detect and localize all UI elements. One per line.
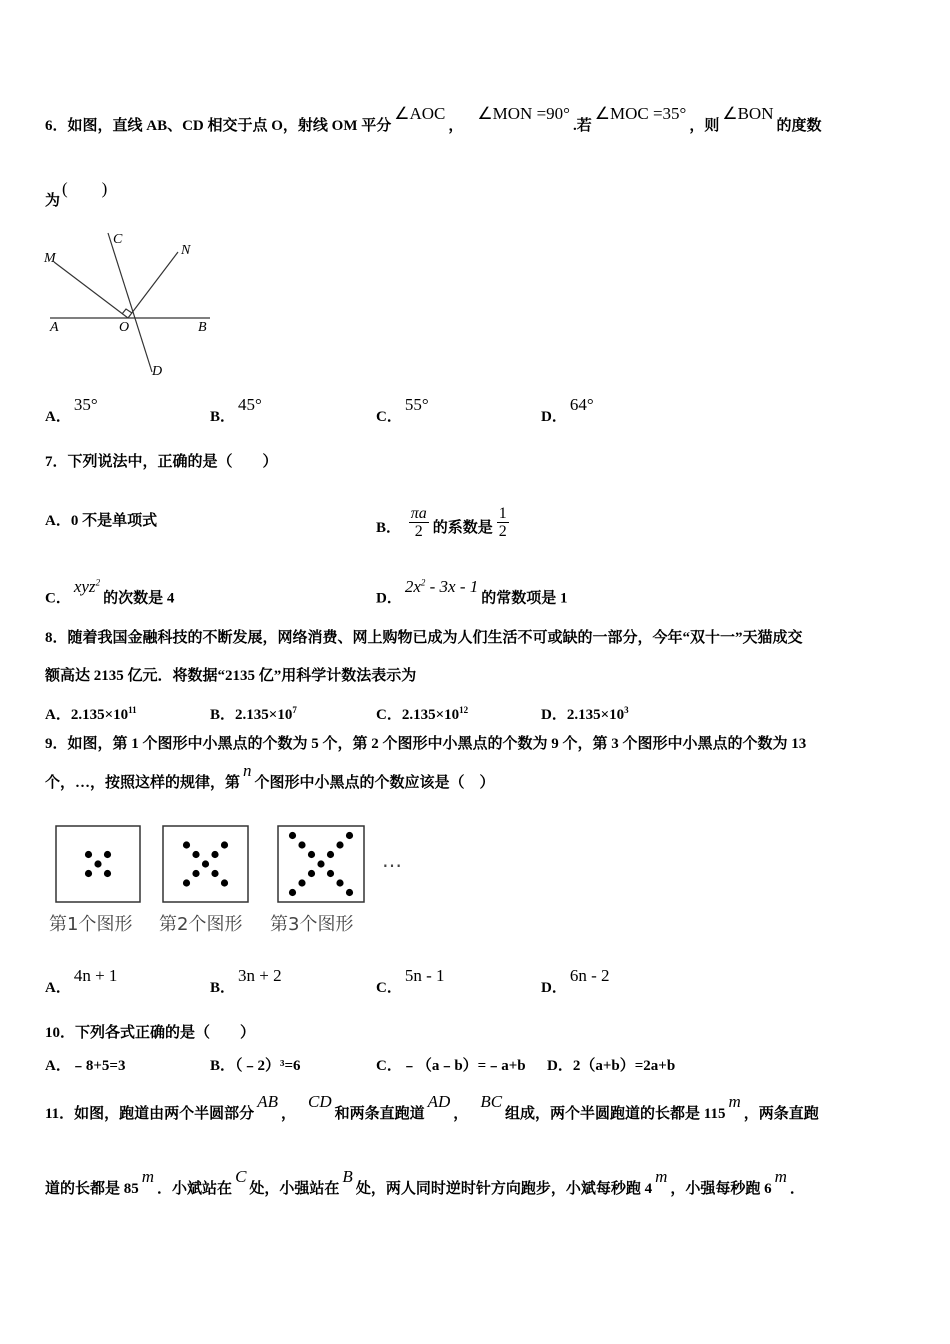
exponent: 11 (128, 705, 137, 715)
dot (298, 841, 305, 848)
ellipsis: … (382, 848, 402, 872)
q9-option-a[interactable] (45, 966, 120, 998)
dot (183, 879, 190, 886)
option-label: D． (541, 707, 567, 723)
question-11-stem (45, 1092, 819, 1124)
text: 个图形中小黑点的个数应该是（ ） (254, 775, 495, 791)
dot (298, 879, 305, 886)
q8-option-d[interactable] (541, 700, 629, 725)
option-value: 2.135×10 (70, 707, 129, 723)
label-o: O (119, 320, 130, 335)
text: ， (448, 118, 464, 134)
option-value: 3n + 2 (238, 966, 282, 985)
question-11-stem-cont (45, 1167, 805, 1199)
dot (289, 832, 296, 839)
dot (336, 841, 343, 848)
line-cd (108, 233, 152, 372)
figure-caption-2: 第2个图形 (159, 914, 243, 935)
dot (85, 870, 92, 877)
option-label: A． (45, 980, 71, 996)
figure-caption-1: 第1个图形 (49, 914, 133, 935)
dot (289, 889, 296, 896)
option-label: B． (210, 1058, 236, 1074)
q6-option-c[interactable] (376, 395, 432, 427)
dot (211, 870, 218, 877)
denominator: 2 (498, 523, 507, 540)
option-value: ﹣（a﹣b）=﹣a+b (401, 1058, 526, 1074)
text: 道的长都是 85 (45, 1181, 139, 1197)
text: ，小强每秒跑 6 (670, 1181, 772, 1197)
q10-option-b[interactable] (210, 1056, 301, 1076)
exponent: 2 (420, 577, 426, 587)
fraction-one-half (497, 505, 509, 540)
q10-option-c[interactable] (376, 1056, 526, 1076)
option-label: D． (376, 590, 402, 607)
dot (221, 879, 228, 886)
question-7-stem: 7．下列说法中，正确的是（ ） (45, 454, 278, 470)
question-6-stem-cont (45, 179, 110, 211)
math-angle-moc: ∠MOC =35° (594, 104, 687, 123)
option-value: 55° (404, 395, 429, 414)
dot (317, 860, 324, 867)
option-label: B． (376, 519, 402, 536)
dot (192, 851, 199, 858)
math-term: - 3x - 1 (425, 576, 479, 596)
figure-caption-3: 第3个图形 (270, 914, 354, 935)
option-text: 0 不是单项式 (70, 513, 158, 529)
option-label: B． (210, 409, 236, 425)
fraction-pi-a-over-2 (409, 505, 429, 540)
denominator: 2 (414, 523, 423, 540)
label-a: A (50, 320, 59, 335)
numerator: πa (410, 505, 427, 522)
q10-option-d[interactable] (547, 1056, 675, 1076)
question-6-stem (45, 104, 822, 136)
label-n: N (181, 243, 191, 258)
dot (104, 851, 111, 858)
exponent: 12 (459, 705, 469, 715)
option-label: D． (541, 980, 567, 996)
text: 个，…，按照这样的规律，第 (45, 775, 241, 791)
math-ad: AD (427, 1092, 451, 1111)
option-label: A． (45, 707, 71, 723)
q9-option-b[interactable] (210, 966, 285, 998)
text: 6．如图，直线 AB、CD 相交于点 O，射线 OM 平分 (45, 118, 392, 134)
option-label: A． (45, 513, 71, 529)
math-unit-m: m (655, 1167, 668, 1186)
question-8-stem-cont: 额高达 2135 亿元．将数据“2135 亿”用科学计数法表示为 (45, 668, 417, 684)
option-text: 的系数是 (432, 519, 493, 536)
option-label: B． (210, 980, 236, 996)
text: .若 (572, 118, 592, 134)
exponent: 2 (95, 577, 101, 587)
label-c: C (113, 232, 123, 247)
text: 为 (45, 193, 61, 209)
option-label: D． (541, 409, 567, 425)
option-label: A． (45, 1058, 71, 1074)
text: 处，小强站在 (249, 1181, 340, 1197)
dot (183, 841, 190, 848)
q10-option-a[interactable] (45, 1056, 125, 1076)
text: ．小斌站在 (157, 1181, 233, 1197)
option-value: （﹣2）³=6 (235, 1058, 301, 1074)
q8-option-b[interactable] (210, 700, 297, 725)
dot (308, 870, 315, 877)
q8-option-a[interactable] (45, 700, 137, 725)
option-value: 6n - 2 (569, 966, 610, 985)
text: 组成，两个半圆跑道的长都是 115 (505, 1106, 726, 1122)
option-label: B． (210, 707, 236, 723)
option-value: 2.135×10 (401, 707, 460, 723)
dot (346, 832, 353, 839)
exponent: 3 (624, 705, 629, 715)
dot (327, 851, 334, 858)
math-n: n (243, 761, 252, 780)
math-cd: CD (307, 1092, 332, 1111)
math-c: C (235, 1167, 247, 1186)
math-term: 2x (404, 576, 421, 596)
text: ，两条直跑 (743, 1106, 819, 1122)
math-ab: AB (257, 1092, 278, 1111)
q9-option-d[interactable] (541, 966, 613, 998)
dot (192, 870, 199, 877)
math-polynomial (405, 577, 478, 596)
q7-option-c[interactable] (45, 576, 175, 609)
math-base: xyz (73, 576, 96, 596)
dot (104, 870, 111, 877)
label-b: B (198, 320, 207, 335)
option-text: 的次数是 4 (103, 590, 175, 607)
dot (308, 851, 315, 858)
ray-on (128, 252, 178, 318)
option-label: A． (45, 409, 71, 425)
math-xyz2 (74, 577, 100, 596)
question-10-stem: 10．下列各式正确的是（ ） (45, 1025, 256, 1041)
exponent: 7 (292, 705, 297, 715)
option-value: 5n - 1 (404, 966, 445, 985)
math-unit-m: m (141, 1167, 155, 1186)
dot (327, 870, 334, 877)
question-9-stem: 9．如图，第 1 个图形中小黑点的个数为 5 个，第 2 个图形中小黑点的个数为 9 个，第 3 个图形中小黑点的个数为 13 (45, 736, 807, 752)
option-value: 2（a+b）=2a+b (572, 1058, 676, 1074)
answer-paren: ( ) (62, 179, 108, 198)
label-d: D (152, 364, 163, 379)
dot (94, 860, 101, 867)
option-value: ﹣8+5=3 (70, 1058, 126, 1074)
q6-option-a[interactable] (45, 395, 101, 427)
math-angle-bon: ∠BON (722, 104, 774, 123)
option-value: 35° (73, 395, 98, 414)
math-b: B (342, 1167, 353, 1186)
math-angle-aoc: ∠AOC (394, 104, 446, 123)
q8-option-c[interactable] (376, 700, 468, 725)
dot (211, 851, 218, 858)
dot (85, 851, 92, 858)
option-text: 的常数项是 1 (481, 590, 568, 607)
option-label: C． (376, 409, 402, 425)
option-value: 64° (569, 395, 594, 414)
option-label: C． (45, 590, 71, 607)
right-angle-mark (122, 309, 132, 314)
option-label: C． (376, 1058, 402, 1074)
text: 和两条直跑道 (334, 1106, 425, 1122)
ray-om (54, 262, 128, 318)
option-label: C． (376, 707, 402, 723)
option-value: 4n + 1 (73, 966, 118, 985)
question-8-stem: 8．随着我国金融科技的不断发展，网络消费、网上购物已成为人们生活不可或缺的一部分，今年“双十一”天猫成交 (45, 630, 803, 646)
numerator: 1 (498, 505, 507, 522)
q7-option-d[interactable] (376, 576, 568, 609)
text: ，则 (689, 118, 720, 134)
option-value: 2.135×10 (566, 707, 625, 723)
dot-pattern-figures (50, 822, 370, 907)
option-value: 45° (238, 395, 262, 414)
q9-option-c[interactable] (376, 966, 448, 998)
math-unit-m: m (728, 1092, 741, 1111)
text: 11．如图，跑道由两个半圆部分 (45, 1106, 255, 1122)
dot (202, 860, 209, 867)
dot (346, 889, 353, 896)
q6-option-b[interactable] (210, 395, 265, 427)
dot (336, 879, 343, 886)
q6-option-d[interactable] (541, 395, 597, 427)
text: ． (789, 1181, 805, 1197)
math-angle-mon: ∠MON =90° (477, 104, 570, 123)
math-unit-m: m (774, 1167, 787, 1186)
text: 处，两人同时逆时针方向跑步，小斌每秒跑 4 (355, 1181, 653, 1197)
text: 的度数 (776, 118, 822, 134)
label-m: M (44, 251, 56, 266)
text: ， (280, 1106, 296, 1122)
dot (221, 841, 228, 848)
option-label: D． (547, 1058, 573, 1074)
q7-option-b[interactable] (376, 505, 513, 546)
math-bc: BC (480, 1092, 503, 1111)
question-9-stem-cont (45, 761, 495, 793)
angle-figure (40, 225, 220, 385)
option-value: 2.135×10 (235, 707, 293, 723)
text: ， (453, 1106, 469, 1122)
q7-option-a[interactable] (45, 511, 157, 531)
option-label: C． (376, 980, 402, 996)
